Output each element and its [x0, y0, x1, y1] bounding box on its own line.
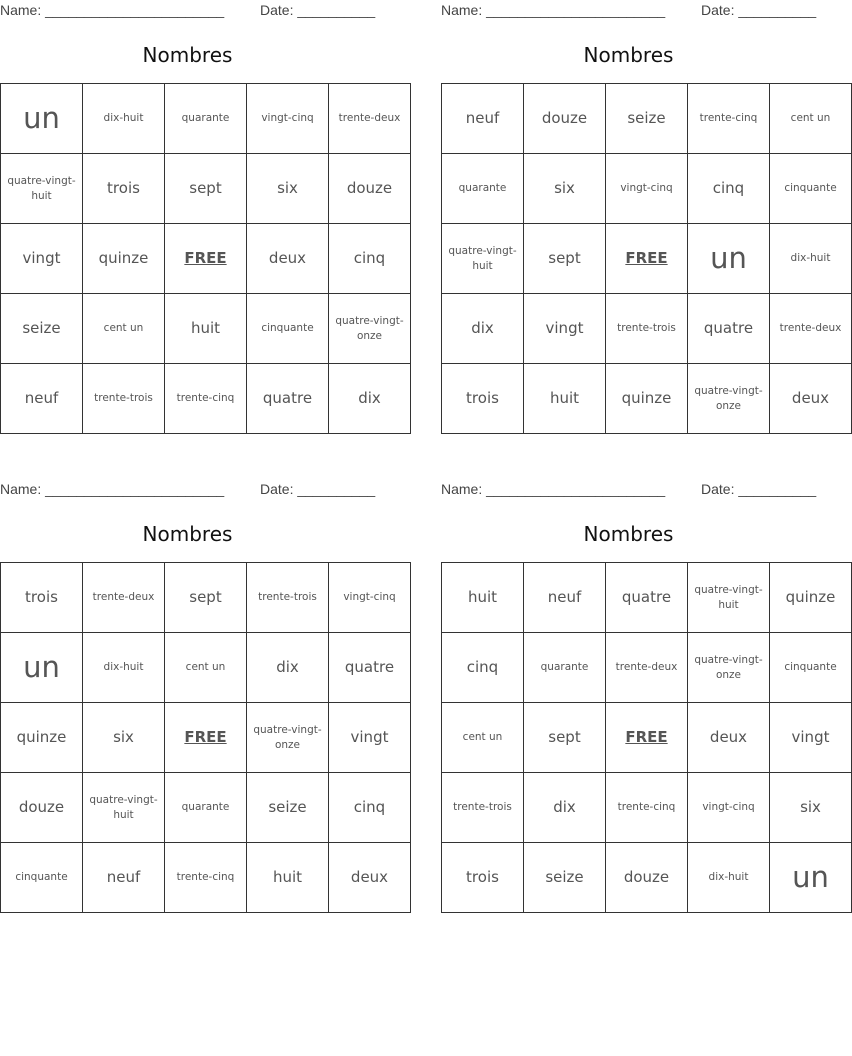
date-field-label: Date: __________: [260, 2, 376, 18]
bingo-cell: cent un: [165, 633, 247, 703]
bingo-grid: [441, 562, 852, 913]
bingo-cell: seize: [606, 84, 688, 154]
bingo-cell: douze: [329, 154, 411, 224]
card-title: Nombres: [142, 43, 233, 67]
bingo-cell: cent un: [770, 84, 852, 154]
bingo-cell: vingt: [329, 703, 411, 773]
bingo-cell: quinze: [83, 224, 165, 294]
name-field-label: Name: _______________________: [441, 481, 666, 497]
bingo-cell: quatre-vingt-huit: [83, 773, 165, 843]
bingo-cell: dix: [247, 633, 329, 703]
bingo-row: [442, 843, 852, 913]
bingo-row: [442, 224, 852, 294]
bingo-cell: sept: [524, 703, 606, 773]
bingo-cell: seize: [1, 294, 83, 364]
date-field-label: Date: __________: [701, 2, 817, 18]
bingo-cell: cinq: [688, 154, 770, 224]
bingo-cell: quatre-vingt-onze: [688, 364, 770, 434]
bingo-cell: trente-cinq: [688, 84, 770, 154]
bingo-cell: un: [1, 633, 83, 703]
bingo-row: [442, 633, 852, 703]
bingo-row: [1, 633, 411, 703]
bingo-cell: quatre-vingt-huit: [1, 154, 83, 224]
card-header: [0, 0, 375, 20]
bingo-row: [442, 703, 852, 773]
bingo-grid: [0, 83, 411, 434]
bingo-cell: cent un: [442, 703, 524, 773]
bingo-cell: dix-huit: [83, 84, 165, 154]
bingo-card-1: [0, 0, 404, 408]
bingo-cell: quarante: [165, 773, 247, 843]
bingo-cell: vingt: [770, 703, 852, 773]
free-space-cell: FREE: [165, 703, 247, 773]
bingo-cell: trente-deux: [83, 563, 165, 633]
bingo-cell: trois: [442, 364, 524, 434]
free-space-cell: FREE: [165, 224, 247, 294]
bingo-row: [1, 773, 411, 843]
bingo-cell: dix: [442, 294, 524, 364]
bingo-cell: quarante: [442, 154, 524, 224]
bingo-cell: quatre: [247, 364, 329, 434]
bingo-grid: [0, 562, 411, 913]
bingo-cell: dix-huit: [770, 224, 852, 294]
bingo-cell: sept: [524, 224, 606, 294]
card-header: [441, 479, 816, 499]
bingo-cell: dix-huit: [83, 633, 165, 703]
date-field-label: Date: __________: [260, 481, 376, 497]
bingo-cell: trente-trois: [247, 563, 329, 633]
bingo-cell: trente-trois: [606, 294, 688, 364]
bingo-row: [1, 224, 411, 294]
bingo-cell: douze: [524, 84, 606, 154]
bingo-cell: six: [524, 154, 606, 224]
bingo-row: [1, 364, 411, 434]
bingo-cell: deux: [247, 224, 329, 294]
bingo-card-4: [441, 479, 837, 894]
card-title: Nombres: [583, 522, 674, 546]
bingo-cell: quatre: [606, 563, 688, 633]
bingo-cell: vingt: [1, 224, 83, 294]
bingo-row: [1, 703, 411, 773]
bingo-cell: huit: [165, 294, 247, 364]
bingo-cell: trente-cinq: [165, 364, 247, 434]
bingo-cell: quatre-vingt-onze: [688, 633, 770, 703]
bingo-cell: douze: [1, 773, 83, 843]
card-header: [0, 479, 375, 499]
bingo-cell: trente-deux: [329, 84, 411, 154]
bingo-cell: trente-cinq: [606, 773, 688, 843]
bingo-cell: quatre-vingt-huit: [688, 563, 770, 633]
bingo-cell: quatre-vingt-onze: [247, 703, 329, 773]
bingo-cell: vingt-cinq: [606, 154, 688, 224]
bingo-cell: six: [770, 773, 852, 843]
card-title: Nombres: [583, 43, 674, 67]
bingo-row: [442, 773, 852, 843]
bingo-cell: trente-cinq: [165, 843, 247, 913]
card-title: Nombres: [142, 522, 233, 546]
bingo-cell: quinze: [770, 563, 852, 633]
bingo-cell: douze: [606, 843, 688, 913]
bingo-grid: [441, 83, 852, 434]
bingo-cell: cinquante: [1, 843, 83, 913]
bingo-cell: vingt-cinq: [688, 773, 770, 843]
bingo-cell: huit: [247, 843, 329, 913]
bingo-cell: dix: [524, 773, 606, 843]
bingo-cell: cinquante: [770, 154, 852, 224]
bingo-cell: neuf: [83, 843, 165, 913]
name-field-label: Name: _______________________: [0, 481, 225, 497]
bingo-cell: trois: [83, 154, 165, 224]
card-header: [441, 0, 816, 20]
bingo-cell: quarante: [165, 84, 247, 154]
date-field-label: Date: __________: [701, 481, 817, 497]
bingo-cell: cent un: [83, 294, 165, 364]
name-field-label: Name: _______________________: [0, 2, 225, 18]
bingo-cell: vingt-cinq: [247, 84, 329, 154]
bingo-cell: quinze: [1, 703, 83, 773]
bingo-cell: cinq: [329, 224, 411, 294]
bingo-row: [1, 84, 411, 154]
bingo-cell: un: [688, 224, 770, 294]
bingo-cell: trente-deux: [606, 633, 688, 703]
bingo-cell: sept: [165, 563, 247, 633]
free-space-cell: FREE: [606, 224, 688, 294]
bingo-cell: vingt-cinq: [329, 563, 411, 633]
bingo-cell: quinze: [606, 364, 688, 434]
bingo-cell: neuf: [442, 84, 524, 154]
bingo-cell: seize: [524, 843, 606, 913]
bingo-cell: quatre: [688, 294, 770, 364]
bingo-cell: quatre-vingt-huit: [442, 224, 524, 294]
bingo-cell: deux: [688, 703, 770, 773]
bingo-cell: quatre-vingt-onze: [329, 294, 411, 364]
bingo-cell: neuf: [1, 364, 83, 434]
bingo-cell: deux: [329, 843, 411, 913]
bingo-cell: cinquante: [247, 294, 329, 364]
bingo-row: [442, 364, 852, 434]
bingo-row: [1, 294, 411, 364]
bingo-row: [442, 84, 852, 154]
bingo-card-3: [0, 479, 396, 887]
bingo-cell: un: [1, 84, 83, 154]
free-space-cell: FREE: [606, 703, 688, 773]
bingo-row: [1, 843, 411, 913]
bingo-cell: trente-deux: [770, 294, 852, 364]
bingo-cell: huit: [524, 364, 606, 434]
bingo-cell: six: [247, 154, 329, 224]
bingo-cell: trois: [442, 843, 524, 913]
bingo-cell: un: [770, 843, 852, 913]
bingo-cell: vingt: [524, 294, 606, 364]
bingo-cell: quatre: [329, 633, 411, 703]
bingo-cell: sept: [165, 154, 247, 224]
bingo-row: [1, 563, 411, 633]
bingo-row: [442, 154, 852, 224]
bingo-cell: six: [83, 703, 165, 773]
bingo-cell: neuf: [524, 563, 606, 633]
bingo-card-2: [441, 0, 842, 412]
bingo-cell: trois: [1, 563, 83, 633]
bingo-row: [1, 154, 411, 224]
bingo-cell: trente-trois: [83, 364, 165, 434]
bingo-row: [442, 563, 852, 633]
bingo-cell: seize: [247, 773, 329, 843]
bingo-cell: deux: [770, 364, 852, 434]
bingo-cell: huit: [442, 563, 524, 633]
bingo-cell: trente-trois: [442, 773, 524, 843]
bingo-cell: quarante: [524, 633, 606, 703]
bingo-cell: cinq: [442, 633, 524, 703]
bingo-row: [442, 294, 852, 364]
name-field-label: Name: _______________________: [441, 2, 666, 18]
bingo-cell: dix-huit: [688, 843, 770, 913]
bingo-cell: cinquante: [770, 633, 852, 703]
bingo-cell: cinq: [329, 773, 411, 843]
bingo-cell: dix: [329, 364, 411, 434]
